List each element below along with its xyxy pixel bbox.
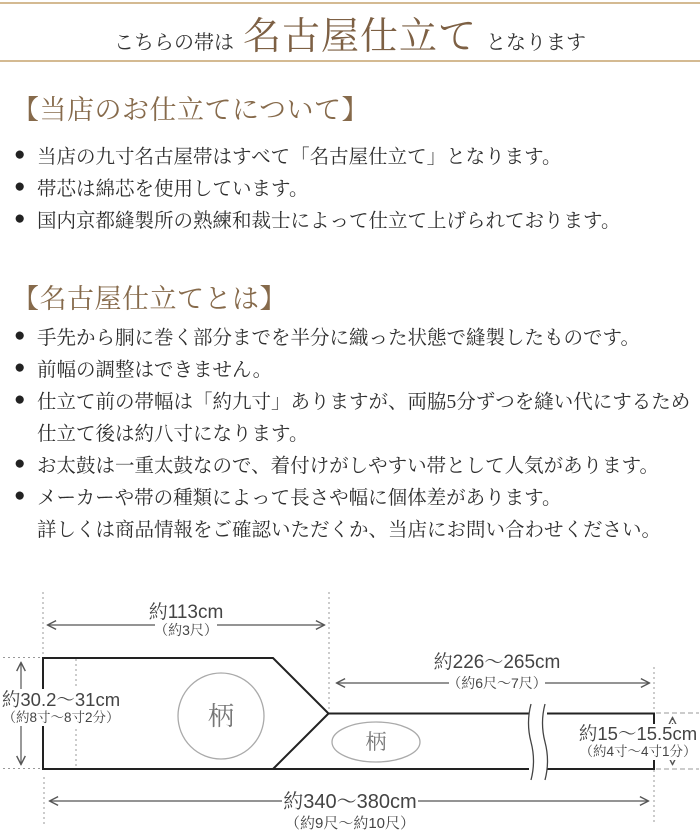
page-title <box>0 5 700 60</box>
bullet-marker: ● <box>14 357 26 378</box>
list-item-continuation <box>14 416 694 448</box>
label-tesaki-length-shaku: （約3尺） <box>154 622 218 638</box>
bullet-marker: ● <box>14 453 26 474</box>
list-item-text: 仕立て後は約八寸になります。 <box>37 424 309 445</box>
list-item <box>14 203 694 235</box>
list-item-text: 当店の九寸名古屋帯はすべて「名古屋仕立て」となります。 <box>37 147 562 168</box>
obi-dimension-diagram <box>0 560 700 840</box>
list-item <box>14 448 694 480</box>
label-total-length-shaku: （約9尺～約10尺） <box>284 815 416 832</box>
obi-diagram-svg <box>0 560 700 840</box>
label-strip-width-sun: （約4寸～4寸1分） <box>579 744 697 759</box>
title-suffix: となります <box>486 32 586 54</box>
list-item <box>14 384 694 416</box>
title-highlight: 名古屋仕立て <box>242 16 477 58</box>
list-item-text: 仕立て前の帯幅は「約九寸」ありますが、両脇5分ずつを縫い代にするため <box>37 392 691 413</box>
list-item-text: お太鼓は一重太鼓なので、着付けがしやすい帯として人気があります。 <box>37 456 660 477</box>
label-pattern-taiko: 柄 <box>207 701 235 731</box>
list-item-text: 帯芯は綿芯を使用しています。 <box>37 179 309 200</box>
bullet-marker: ● <box>14 485 26 506</box>
label-taiko-width-cm: 約30.2～31cm <box>1 689 121 710</box>
list-item <box>14 320 694 352</box>
list-item-text: 前幅の調整はできません。 <box>37 360 273 381</box>
label-tesaki-length-cm: 約113cm <box>148 602 224 623</box>
list-item-text: メーカーや帯の種類によって長さや幅に個体差があります。 <box>37 488 562 509</box>
list-item <box>14 139 694 171</box>
label-tare-length-cm: 約226～265cm <box>433 652 561 673</box>
label-tare-length-shaku: （約6尺～7尺） <box>447 675 547 691</box>
list-item-text: 詳しくは商品情報をご確認いただくか、当店にお問い合わせください。 <box>37 520 662 541</box>
divider-under-title <box>0 60 700 62</box>
bullet-marker: ● <box>14 325 26 346</box>
section-nagoya-jitate-list <box>14 320 694 544</box>
list-item <box>14 352 694 384</box>
label-strip-width-cm: 約15～15.5cm <box>578 723 698 744</box>
section-shop-tailoring-list <box>14 139 694 235</box>
title-prefix: こちらの帯は <box>113 32 234 54</box>
list-item-text: 国内京都縫製所の熟練和裁士によって仕立て上げられております。 <box>37 211 621 232</box>
label-pattern-mae: 柄 <box>365 731 387 754</box>
list-item <box>14 480 694 512</box>
bullet-marker: ● <box>14 208 26 229</box>
label-total-length-cm: 約340～380cm <box>283 791 417 813</box>
obi-fold-diagonal <box>273 714 329 770</box>
section-heading-shop-tailoring: 【当店のお仕立てについて】 <box>12 95 369 125</box>
bullet-marker: ● <box>14 176 26 197</box>
list-item <box>14 171 694 203</box>
list-item-text: 手先から胴に巻く部分までを半分に織った状態で縫製したものです。 <box>37 328 640 349</box>
list-item-continuation <box>14 512 694 544</box>
bullet-marker: ● <box>14 144 26 165</box>
section-heading-nagoya-jitate: 【名古屋仕立てとは】 <box>12 284 287 314</box>
label-taiko-width-sun: （約8寸～8寸2分） <box>2 710 120 725</box>
bullet-marker: ● <box>14 389 26 410</box>
divider-top <box>0 2 700 4</box>
